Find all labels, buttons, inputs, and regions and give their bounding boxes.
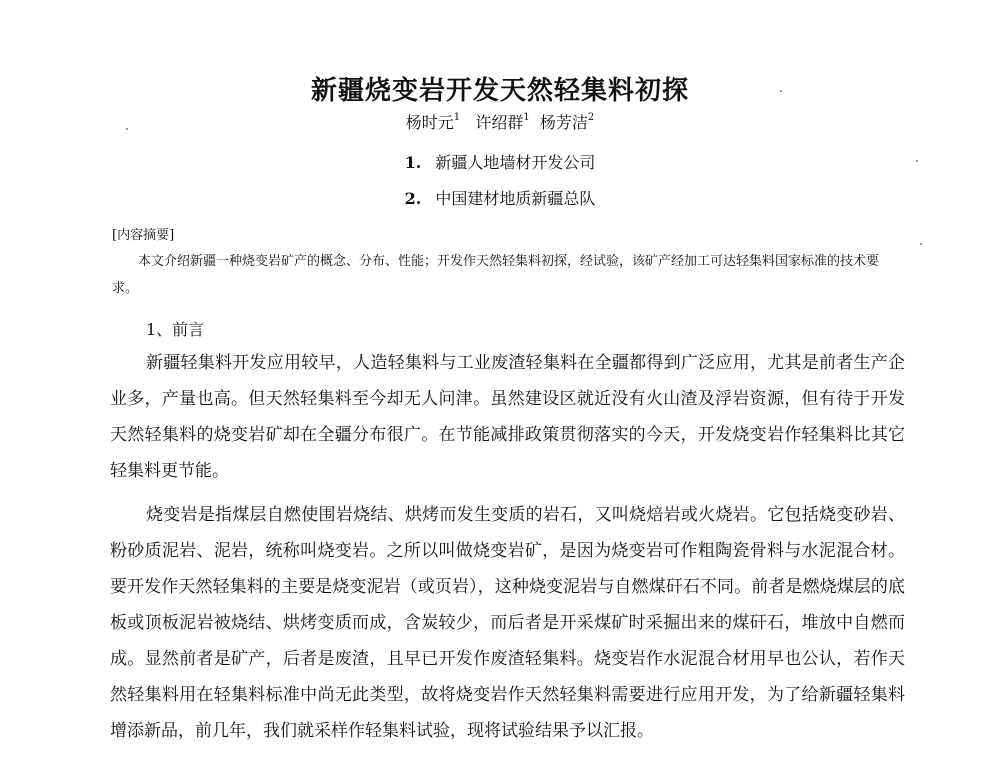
author-affiliation-mark: 1: [453, 111, 461, 123]
author-name: 许绍群: [475, 113, 524, 132]
author-line: [0, 110, 1000, 133]
section-heading: 1、前言: [146, 320, 205, 339]
affiliation-2: [0, 186, 1000, 209]
affiliation-name: 中国建材地质新疆总队: [435, 189, 596, 208]
affiliation-number: 2.: [404, 189, 422, 208]
body-paragraph: 新疆轻集料开发应用较早，人造轻集料与工业废渣轻集料在全疆都得到广泛应用，尤其是前者生产企业多，产量也高。但天然轻集料至今却无人问津。虽然建设区就近没有火山渣及浮岩资源，但有待于开发天然轻集料的烧变岩矿却在全疆分布很广。在节能减排政策贯彻落实的今天，开发烧变岩作轻集料比其它轻集料更节能。: [110, 353, 905, 481]
body-paragraph: 烧变岩是指煤层自燃使围岩烧结、烘烤而发生变质的岩石，又叫烧焙岩或火烧岩。它包括烧变砂岩、粉砂质泥岩、泥岩，统称叫烧变岩。之所以叫做烧变岩矿，是因为烧变岩可作粗陶瓷骨料与水泥混合材。要开发作天然轻集料的主要是烧变泥岩（或页岩），这种烧变泥岩与自燃煤矸石不同。前者是燃烧煤层的底板或顶板泥岩被烧结、烘烤变质而成，含炭较少，而后者是开采煤矿时采掘出来的煤矸石，堆放中自燃而成。显然前者是矿产，后者是废渣，且早已开发作废渣轻集料。烧变岩作水泥混合材用早也公认，若作天然轻集料用在轻集料标准中尚无此类型，故将烧变岩作天然轻集料需要进行应用开发，为了给新疆轻集料增添新品，前几年，我们就采样作轻集料试验，现将试验结果予以汇报。: [110, 505, 905, 741]
affiliation-number: 1.: [404, 153, 422, 172]
affiliation-name: 新疆人地墙材开发公司: [435, 153, 596, 172]
author-affiliation-mark: 1: [523, 111, 530, 123]
abstract-text: 本文介绍新疆一种烧变岩矿产的概念、分布、性能；开发作天然轻集料初探，经试验，该矿产经加工可达轻集料国家标准的技术要求。: [112, 254, 880, 296]
author-name: 杨时元: [405, 113, 454, 132]
scan-speck: [780, 90, 782, 92]
scan-speck: [916, 160, 918, 162]
affiliation-1: [0, 150, 1000, 173]
author-name: 杨芳洁: [539, 113, 588, 132]
abstract-label: [内容摘要]: [112, 228, 175, 243]
scan-speck: [126, 128, 128, 130]
author-affiliation-mark: 2: [587, 111, 595, 123]
scan-speck: [920, 243, 922, 245]
paper-title: 新疆烧变岩开发天然轻集料初探: [310, 76, 689, 106]
